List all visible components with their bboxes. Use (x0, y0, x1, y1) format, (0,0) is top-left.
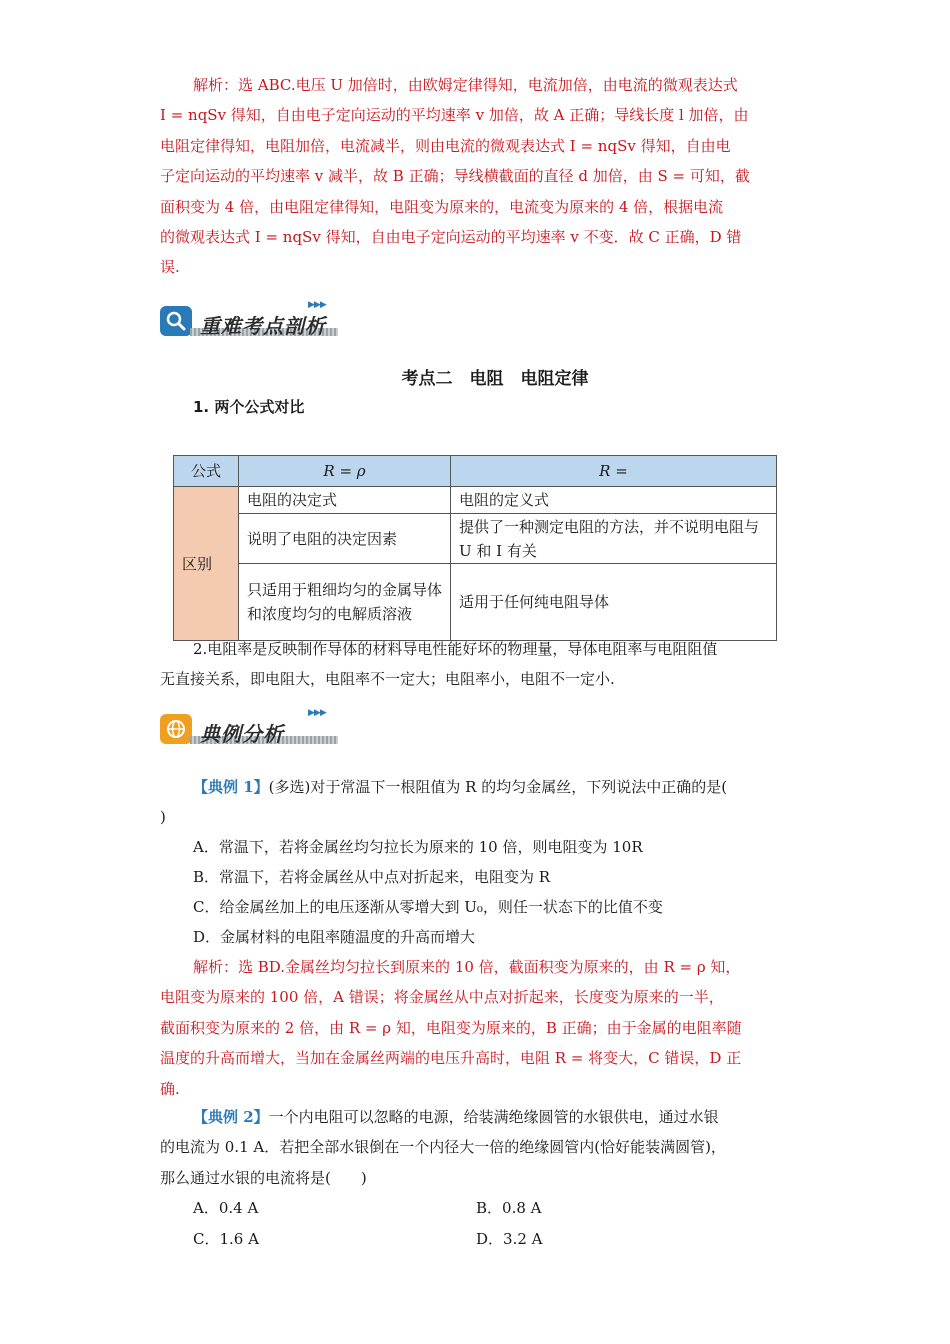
arrows-icon: ▶▶▶ (308, 708, 326, 718)
globe-icon (160, 714, 192, 744)
arrows-icon: ▶▶▶ (308, 300, 326, 310)
table-cell: 只适用于粗细均匀的金属导体和浓度均匀的电解质溶液 (239, 564, 451, 641)
example-2 (160, 1102, 790, 1193)
table-cell: 电阻的决定式 (239, 487, 451, 514)
example-2-stem: 那么通过水银的电流将是( ) (160, 1168, 367, 1187)
example-1-option-d: D．金属材料的电阻率随温度的升高而增大 (193, 928, 476, 946)
example-1-option-c: C．给金属丝加上的电压逐渐从零增大到 U₀，则任一状态下的比值不变 (193, 898, 663, 916)
example-1-stem: (多选)对于常温下一根阻值为 R 的均匀金属丝，下列说法中正确的是( (268, 778, 728, 796)
table-header-decisive: R = ρ (239, 456, 451, 487)
answer-1-line: 子定向运动的平均速率 v 减半，故 B 正确；导线横截面的直径 d 加倍，由 S = 可知，截 (160, 167, 750, 186)
answer-1-line: 解析：选 ABC.电压 U 加倍时，由欧姆定律得知，电流加倍，由电流的微观表达式 (193, 76, 738, 94)
banner-title: 典例分析 (200, 722, 284, 746)
table-side-difference: 区别 (174, 487, 239, 641)
answer-1-line: I = nqSv 得知，自由电子定向运动的平均速率 v 加倍，故 A 正确；导线长度 l 加倍，由 (160, 106, 749, 125)
note-line: 2.电阻率是反映制作导体的材料导电性能好坏的物理量，导体电阻率与电阻阻值 (193, 640, 718, 658)
example-2-tag: 【典例 2】 (193, 1108, 269, 1126)
example-2-stem: 一个内电阻可以忽略的电源，给装满绝缘圆管的水银供电，通过水银 (268, 1108, 719, 1126)
table-header-formula: 公式 (174, 456, 239, 487)
example-2-option-a: A．0.4 A (193, 1199, 259, 1217)
subheading-formula-comparison: 1. 两个公式对比 (193, 398, 305, 416)
answer-2-line: 确. (160, 1079, 180, 1098)
example-1-tag: 【典例 1】 (193, 778, 269, 796)
answer-1-line: 误. (160, 258, 180, 277)
section-banner-examples (160, 708, 340, 748)
example-1-option-b: B．常温下，若将金属丝从中点对折起来，电阻变为 R (193, 868, 551, 886)
example-1 (160, 772, 790, 833)
example-1-option-a: A．常温下，若将金属丝均匀拉长为原来的 10 倍，则电阻变为 10R (193, 838, 643, 856)
answer-2-line: 解析：选 BD.金属丝均匀拉长到原来的 10 倍，截面积变为原来的，由 R = ρ 知， (193, 958, 741, 976)
example-2-option-d: D．3.2 A (476, 1230, 543, 1248)
answer-2-line: 电阻变为原来的 100 倍，A 错误；将金属丝从中点对折起来，长度变为原来的一半， (160, 988, 724, 1007)
answer-2-line: 温度的升高而增大，当加在金属丝两端的电压升高时，电阻 R = 将变大，C 错误，D 正 (160, 1049, 742, 1068)
banner-title: 重难考点剖析 (200, 314, 326, 338)
example-2-stem: 的电流为 0.1 A．若把全部水银倒在一个内径大一倍的绝缘圆管内(恰好能装满圆管)， (160, 1138, 726, 1157)
magnifier-icon (160, 306, 192, 336)
resistivity-note (160, 634, 790, 695)
answer-1-line: 电阻定律得知，电阻加倍，电流减半，则由电流的微观表达式 I = nqSv 得知，自由电 (160, 136, 731, 155)
note-line: 无直接关系，即电阻大，电阻率不一定大；电阻率小，电阻不一定小. (160, 670, 615, 689)
example-2-option-c: C．1.6 A (193, 1230, 259, 1248)
table-cell: 提供了一种测定电阻的方法，并不说明电阻与 U 和 I 有关 (451, 514, 777, 564)
table-header-definition: R = (451, 456, 777, 487)
example-1-stem-end: ) (160, 808, 166, 827)
section-title: 考点二 电阻 电阻定律 (401, 369, 589, 389)
section-banner-key-points (160, 300, 340, 340)
formula-comparison-table (173, 455, 777, 641)
answer-1-line: 面积变为 4 倍，由电阻定律得知，电阻变为原来的，电流变为原来的 4 倍，根据电流 (160, 197, 724, 216)
table-cell: 电阻的定义式 (451, 487, 777, 514)
answer-2-line: 截面积变为原来的 2 倍，由 R = ρ 知，电阻变为原来的，B 正确；由于金属的电阻率随 (160, 1018, 742, 1037)
table-cell: 说明了电阻的决定因素 (239, 514, 451, 564)
answer-2 (160, 952, 790, 1104)
answer-1 (160, 70, 790, 283)
table-cell: 适用于任何纯电阻导体 (451, 564, 777, 641)
example-2-option-b: B．0.8 A (476, 1199, 542, 1217)
answer-1-line: 的微观表达式 I = nqSv 得知，自由电子定向运动的平均速率 v 不变．故 C 正确，D 错 (160, 228, 742, 247)
